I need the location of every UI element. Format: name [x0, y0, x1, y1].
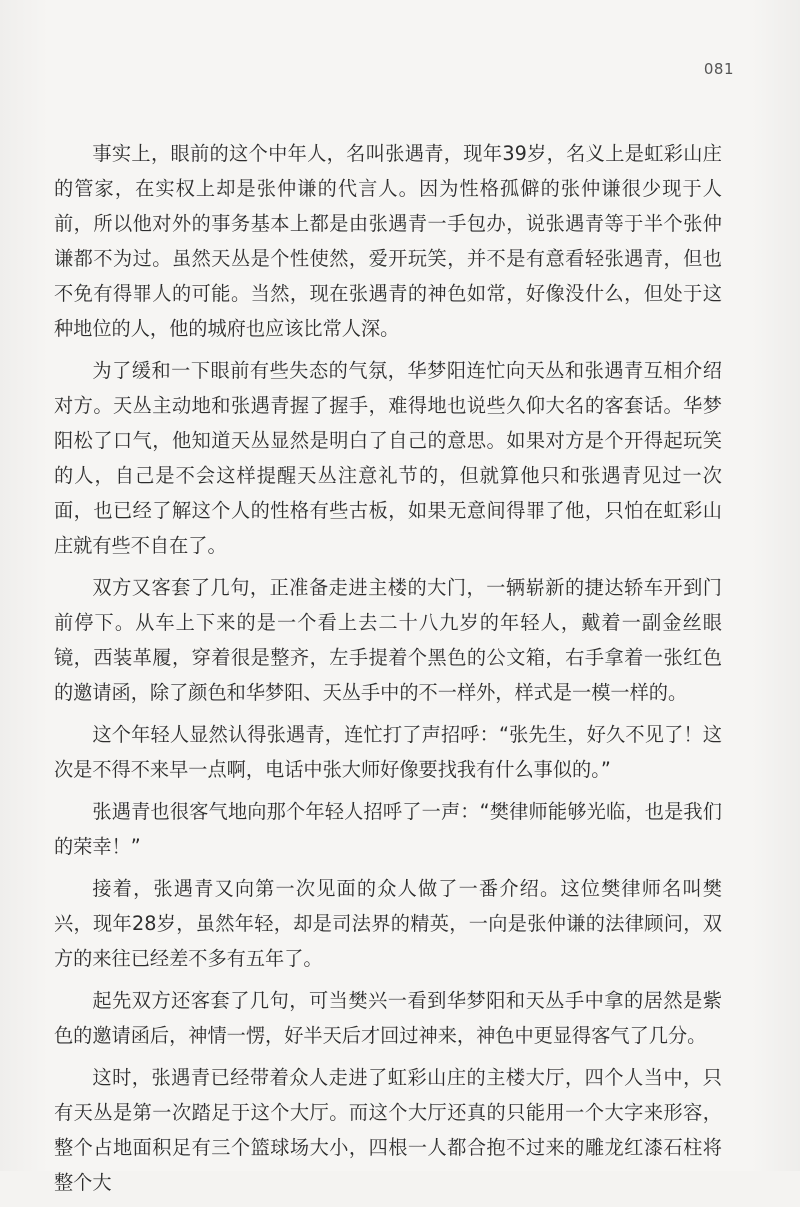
- paragraph: 为了缓和一下眼前有些失态的气氛，华梦阳连忙向天丛和张遇青互相介绍对方。天丛主动地和张遇青握了握手，难得地也说些久仰大名的客套话。华梦阳松了口气，他知道天丛显然是明白了自己的意思。如果对方是个开得起玩笑的人，自己是不会这样提醒天丛注意礼节的，但就算他只和张遇青见过一次面，也已经了解这个人的性格有些古板，如果无意间得罪了他，只怕在虹彩山庄就有些不自在了。: [54, 359, 722, 557]
- paragraph: 接着，张遇青又向第一次见面的众人做了一番介绍。这位樊律师名叫樊兴，现年28岁，虽然年轻，却是司法界的精英，一向是张仲谦的法律顾问，双方的来往已经差不多有五年了。: [54, 877, 722, 970]
- paragraph: 双方又客套了几句，正准备走进主楼的大门，一辆崭新的捷达轿车开到门前停下。从车上下来的是一个看上去二十八九岁的年轻人，戴着一副金丝眼镜，西装革履，穿着很是整齐，左手提着个黑色的公文箱，右手拿着一张红色的邀请函，除了颜色和华梦阳、天丛手中的不一样外，样式是一模一样的。: [54, 576, 722, 704]
- body-text: [54, 136, 722, 1207]
- paragraph: 这时，张遇青已经带着众人走进了虹彩山庄的主楼大厅，四个人当中，只有天丛是第一次踏足于这个大厅。而这个大厅还真的只能用一个大字来形容，整个占地面积足有三个篮球场大小，四根一人都合抱不过来的雕龙红漆石柱将整个大: [54, 1066, 722, 1194]
- paragraph: 这个年轻人显然认得张遇青，连忙打了声招呼：“张先生，好久不见了！这次是不得不来早一点啊，电话中张大师好像要找我有什么事似的。”: [54, 723, 722, 781]
- paragraph: 事实上，眼前的这个中年人，名叫张遇青，现年39岁，名义上是虹彩山庄的管家，在实权上却是张仲谦的代言人。因为性格孤僻的张仲谦很少现于人前，所以他对外的事务基本上都是由张遇青一手包办，说张遇青等于半个张仲谦都不为过。虽然天丛是个性使然，爱开玩笑，并不是有意看轻张遇青，但也不免有得罪人的可能。当然，现在张遇青的神色如常，好像没什么，但处于这种地位的人，他的城府也应该比常人深。: [54, 142, 722, 340]
- page-number: 081: [703, 60, 734, 78]
- paragraph: 起先双方还客套了几句，可当樊兴一看到华梦阳和天丛手中拿的居然是紫色的邀请函后，神情一愣，好半天后才回过神来，神色中更显得客气了几分。: [54, 989, 722, 1047]
- paragraph: 张遇青也很客气地向那个年轻人招呼了一声：“樊律师能够光临，也是我们的荣幸！”: [54, 800, 722, 858]
